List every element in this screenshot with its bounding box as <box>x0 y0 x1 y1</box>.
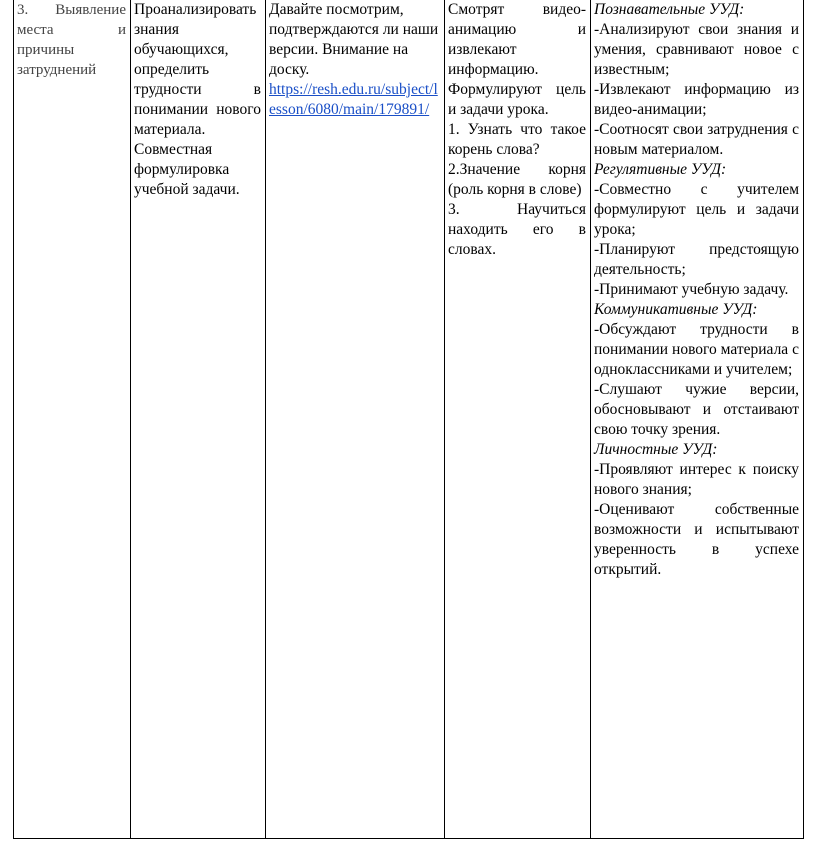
resh-lesson-link[interactable]: https://resh.edu.ru/subject/lesson/6080/main/179891/ <box>269 81 438 118</box>
uud-item: -Обсуждают трудности в понимании нового материала с одноклассниками и учителем; <box>594 321 799 378</box>
uud-item: -Оценивают собственные возможности и испытывают уверенность в успехе открытий. <box>594 501 799 578</box>
uud-cell <box>591 0 804 838</box>
lesson-table-wrapper <box>13 0 804 839</box>
personal-uud-heading: Личностные УУД: <box>594 441 718 458</box>
stage-cell <box>14 0 131 838</box>
teacher-activity-cell <box>266 0 445 838</box>
student-activity-paragraph: 1. Узнать что такое корень слова? <box>448 121 586 158</box>
table-row <box>14 0 804 838</box>
stage-text: 3. Выявление места и причины затруднений <box>17 2 126 78</box>
uud-item: -Извлекают информацию из видео-анимации; <box>594 81 799 118</box>
uud-item: -Соотносят свои затруднения с новым материалом. <box>594 121 799 158</box>
student-activity-paragraph: Смотрят видео-анимацию и извлекают информацию. Формулируют цель и задачи урока. <box>448 1 586 118</box>
uud-item: -Анализируют свои знания и умения, сравнивают новое с известным; <box>594 21 799 78</box>
communicative-uud-heading: Коммуникативные УУД: <box>594 301 758 318</box>
regulatory-uud-heading: Регулятивные УУД: <box>594 161 727 178</box>
teacher-goal-text: Проанализировать знания обучающихся, определить трудности в понимании нового материала. Совместная формулировка учебной задачи. <box>134 1 261 198</box>
lesson-plan-table <box>13 0 804 839</box>
student-activity-paragraph: 2.Значение корня (роль корня в слове) <box>448 161 586 198</box>
student-activity-cell <box>445 0 591 838</box>
teacher-goal-cell <box>131 0 266 838</box>
uud-item: -Проявляют интерес к поиску нового знания; <box>594 461 799 498</box>
student-activity-paragraph: 3. Научиться находить его в словах. <box>448 201 586 258</box>
cognitive-uud-heading: Познавательные УУД: <box>594 1 745 18</box>
uud-item: -Совместно с учителем формулируют цель и задачи урока; <box>594 181 799 238</box>
uud-item: -Планируют предстоящую деятельность; <box>594 241 799 278</box>
uud-item: -Слушают чужие версии, обосновывают и отстаивают свою точку зрения. <box>594 381 799 438</box>
uud-item: -Принимают учебную задачу. <box>594 281 789 298</box>
teacher-activity-text: Давайте посмотрим, подтверждаются ли наши версии. Внимание на доску. <box>269 1 439 78</box>
